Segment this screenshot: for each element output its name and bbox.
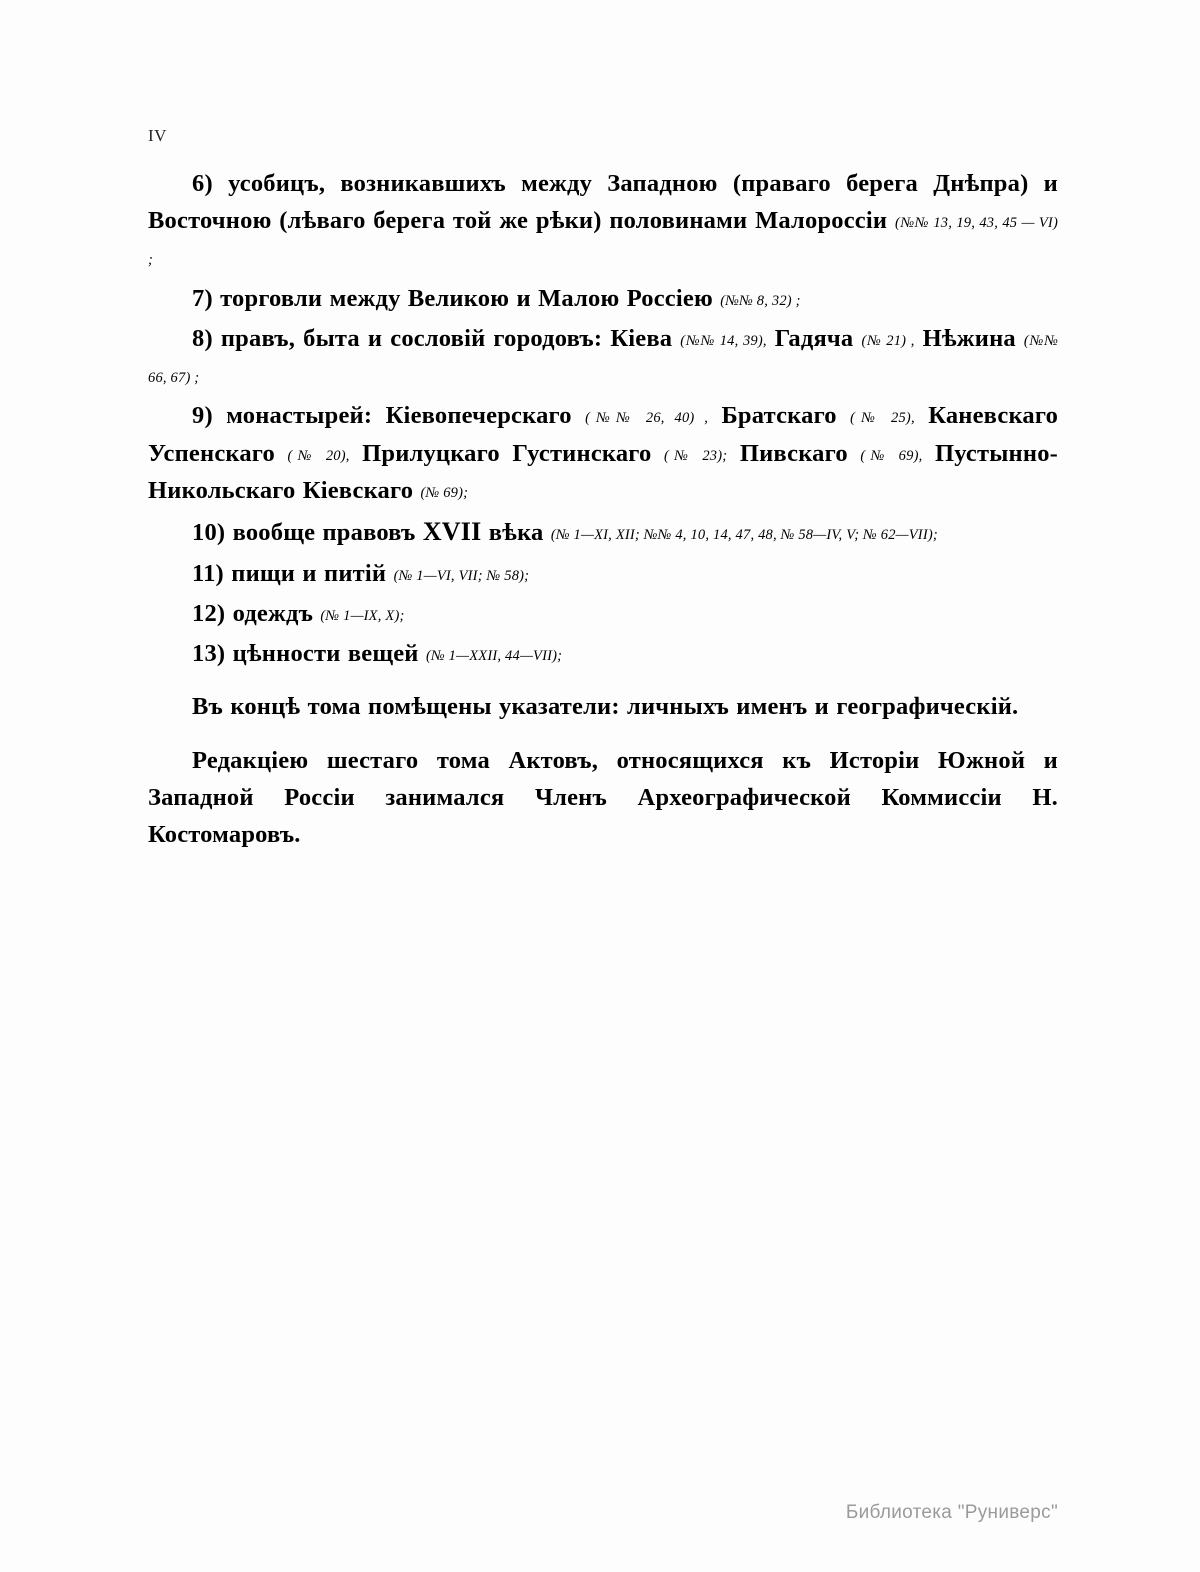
editor-note: Редакціею шестаго тома Актовъ, относящихся къ Исторіи Южной и Западной Россіи занимался Членъ Археографической Коммиссіи Н. Костомаровъ. — [148, 746, 1058, 849]
item-subject: Прилуцкаго Густинскаго — [362, 439, 652, 467]
list-item — [148, 635, 1058, 672]
item-text: вообще правовъ — [232, 519, 416, 547]
item-text: одеждъ — [232, 599, 314, 627]
item-reference: (№№ 14, 39), — [680, 332, 767, 349]
item-reference: (№ 1—VI, VII; № 58); — [393, 567, 530, 584]
item-number: 8) — [192, 324, 213, 352]
item-text-tail: вѣка — [488, 519, 544, 547]
item-subject: Каневскаго Успенскаго — [148, 402, 1059, 467]
item-subject: Пустынно-Никольскаго Кіевскаго — [148, 439, 1059, 504]
item-text: правъ, быта и сословій городовъ: — [220, 324, 603, 352]
item-subject: Нѣжина — [922, 324, 1016, 352]
item-number: 12) — [192, 599, 226, 627]
list-item — [148, 165, 1058, 277]
item-subject: Кіева — [610, 324, 673, 352]
item-subject: Кіевопечерскаго — [385, 402, 572, 430]
item-number: 7) — [192, 284, 213, 312]
item-reference: (№ 1—XXII, 44—VII); — [425, 648, 563, 665]
item-number: 13) — [192, 640, 226, 668]
item-subject: Братскаго — [721, 402, 837, 430]
item-reference: (№ 20), — [287, 447, 350, 464]
item-number: 11) — [192, 559, 224, 587]
indexes-note: Въ концѣ тома помѣщены указатели: личныхъ именъ и географическій. — [192, 693, 1019, 721]
item-subject: Пивскаго — [739, 439, 848, 467]
page-number: IV — [148, 126, 167, 145]
item-text: торговли между Великою и Малою Россіею — [220, 284, 713, 312]
item-reference: (№ 21) , — [861, 332, 915, 349]
page-body — [148, 165, 1058, 856]
item-reference: (№ 23); — [664, 447, 728, 464]
list-item — [148, 512, 1058, 552]
item-reference: (№№ 26, 40) , — [585, 410, 709, 427]
item-reference: (№ 69); — [420, 484, 469, 501]
item-reference: (№ 1—XI, XII; №№ 4, 10, 14, 47, 48, № 58—IV, V; № 62—VII); — [550, 527, 938, 544]
item-text: цѣнности вещей — [232, 640, 419, 668]
item-number: 9) — [192, 402, 213, 430]
list-item — [148, 280, 1058, 317]
item-reference: (№№ 13, 19, 43, 45 — VI) ; — [148, 215, 1058, 269]
list-item — [148, 320, 1058, 394]
item-reference: (№ 25), — [850, 410, 915, 427]
item-text: усобицъ, возникавшихъ между Западною (праваго берега Днѣпра) и Восточною (лѣваго берега той же рѣки) половинами Малороссіи — [148, 170, 1058, 235]
item-number: 10) — [192, 519, 226, 547]
item-century: XVII — [422, 517, 482, 547]
item-reference: (№ 69), — [860, 447, 923, 464]
list-item — [148, 595, 1058, 632]
list-item — [148, 555, 1058, 592]
item-number: 6) — [192, 170, 213, 197]
item-reference: (№ 1—IX, X); — [320, 607, 405, 624]
list-item — [148, 397, 1058, 509]
item-text: пищи и питій — [231, 559, 387, 587]
item-subject: Гадяча — [774, 324, 854, 352]
item-reference: (№№ 66, 67) ; — [148, 332, 1059, 387]
item-text: монастырей: — [226, 402, 373, 430]
item-reference: (№№ 8, 32) ; — [720, 292, 801, 309]
library-watermark: Библиотека "Руниверс" — [845, 1502, 1058, 1523]
